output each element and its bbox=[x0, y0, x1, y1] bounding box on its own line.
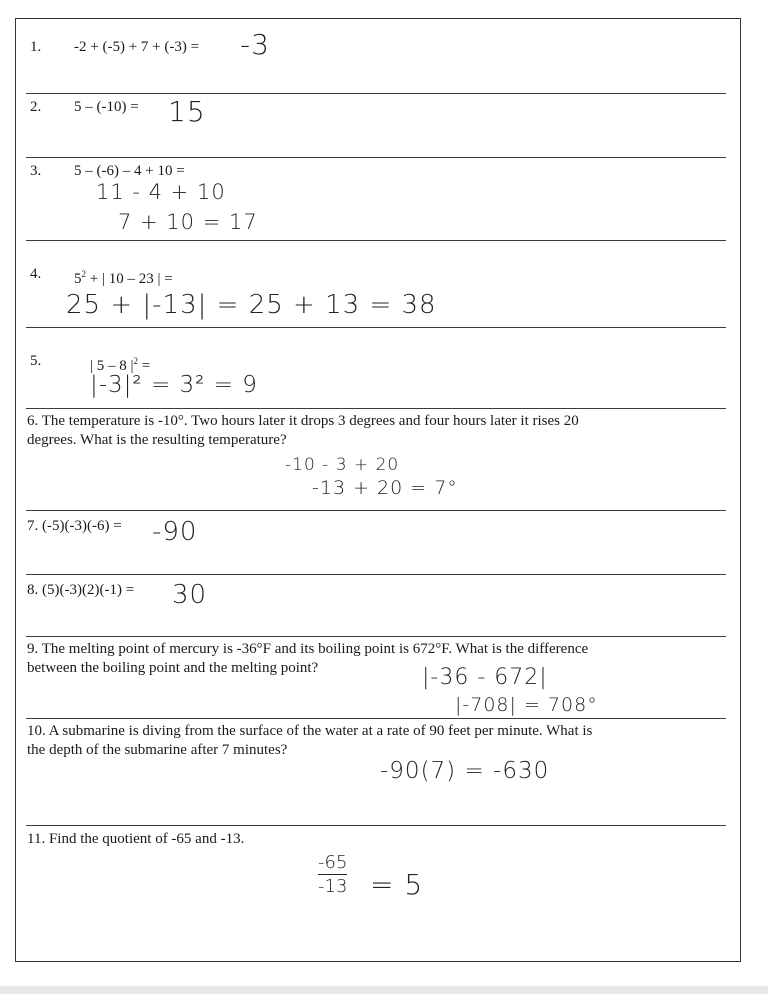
problem-number: 4. bbox=[30, 266, 42, 282]
problem-text: 7. (-5)(-3)(-6) = bbox=[27, 518, 122, 534]
handwritten-answer: 15 bbox=[168, 95, 206, 128]
problem-10 bbox=[27, 722, 592, 760]
problem-3 bbox=[30, 161, 185, 181]
problem-7 bbox=[27, 516, 122, 536]
divider bbox=[26, 408, 726, 409]
handwritten-work: -13 + 20 = 7° bbox=[312, 477, 458, 499]
handwritten-answer: = 5 bbox=[370, 868, 424, 901]
handwritten-work: |-36 - 672| bbox=[422, 665, 548, 690]
fraction-bar bbox=[318, 874, 347, 875]
problem-expression: 5 – (-6) – 4 + 10 = bbox=[74, 163, 185, 179]
handwritten-work: |-708| = 708° bbox=[455, 694, 598, 716]
problem-2 bbox=[30, 97, 139, 117]
handwritten-work: |-3|² = 3² = 9 bbox=[90, 372, 258, 398]
scan-edge bbox=[0, 986, 768, 994]
problem-expression: 5 – (-10) = bbox=[74, 99, 139, 115]
problem-text-line: 9. The melting point of mercury is -36°F and its boiling point is 672°F. What is the difference bbox=[27, 641, 589, 657]
expr-exponent: 2 bbox=[133, 356, 139, 366]
handwritten-work: 25 + |-13| = 25 + 13 = 38 bbox=[66, 290, 437, 320]
divider bbox=[26, 510, 726, 511]
problem-text-line: between the boiling point and the melting point? bbox=[27, 660, 319, 676]
problem-expression bbox=[74, 264, 173, 289]
handwritten-work: -90(7) = -630 bbox=[380, 758, 550, 784]
handwritten-fraction bbox=[318, 852, 347, 897]
divider bbox=[26, 240, 726, 241]
handwritten-work: 11 - 4 + 10 bbox=[96, 180, 226, 204]
handwritten-answer: -3 bbox=[240, 28, 270, 61]
problem-4 bbox=[30, 264, 173, 287]
problem-text-line: 6. The temperature is -10°. Two hours later it drops 3 degrees and four hours later it rises 20 bbox=[27, 413, 579, 429]
problem-text-line: 10. A submarine is diving from the surface of the water at a rate of 90 feet per minute. What is bbox=[27, 723, 593, 739]
problem-5 bbox=[30, 351, 151, 374]
expr-rest: = bbox=[138, 358, 151, 374]
problem-text-line: degrees. What is the resulting temperature? bbox=[27, 432, 287, 448]
problem-6 bbox=[27, 412, 579, 450]
divider bbox=[26, 718, 726, 719]
problem-text-line: the depth of the submarine after 7 minutes? bbox=[27, 742, 288, 758]
problem-number: 1. bbox=[30, 39, 42, 55]
divider bbox=[26, 825, 726, 826]
expr-exponent: 2 bbox=[81, 269, 86, 279]
fraction-numerator: -65 bbox=[318, 852, 348, 873]
divider bbox=[26, 157, 726, 158]
handwritten-work: -10 - 3 + 20 bbox=[285, 455, 400, 475]
problem-number: 5. bbox=[30, 353, 42, 369]
problem-1 bbox=[30, 37, 200, 57]
expr-rest: + | 10 – 23 | = bbox=[86, 271, 173, 287]
expr-base: 5 bbox=[74, 271, 82, 287]
expr-base: | 5 – 8 | bbox=[90, 358, 134, 374]
divider bbox=[26, 636, 726, 637]
divider bbox=[26, 327, 726, 328]
divider bbox=[26, 93, 726, 94]
handwritten-work: 7 + 10 = 17 bbox=[118, 210, 258, 234]
problem-number: 3. bbox=[30, 163, 42, 179]
problem-8 bbox=[27, 580, 134, 600]
problem-number: 2. bbox=[30, 99, 42, 115]
problem-text: 11. Find the quotient of -65 and -13. bbox=[27, 831, 245, 847]
divider bbox=[26, 574, 726, 575]
problem-text: 8. (5)(-3)(2)(-1) = bbox=[27, 582, 135, 598]
problem-expression: -2 + (-5) + 7 + (-3) = bbox=[74, 39, 200, 55]
handwritten-answer: 30 bbox=[172, 580, 208, 610]
fraction-denominator: -13 bbox=[318, 876, 348, 897]
problem-11 bbox=[27, 829, 244, 849]
handwritten-answer: -90 bbox=[152, 517, 198, 547]
